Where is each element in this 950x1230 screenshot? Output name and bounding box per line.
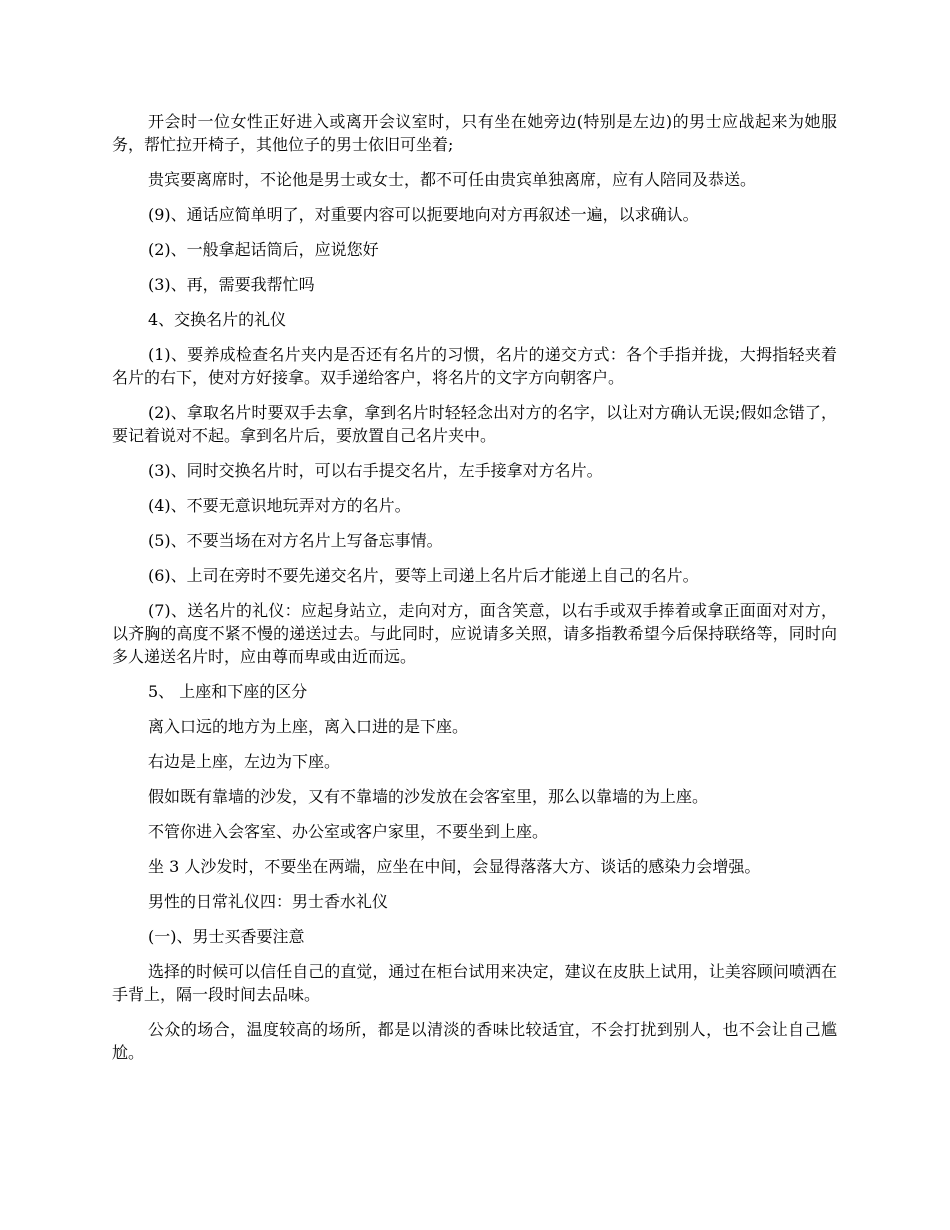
paragraph: 开会时一位女性正好进入或离开会议室时，只有坐在她旁边(特别是左边)的男士应战起来为她服务，帮忙拉开椅子，其他位子的男士依旧可坐着; bbox=[112, 112, 837, 154]
paragraph: (1)、要养成检查名片夹内是否还有名片的习惯，名片的递交方式：各个手指并拢，大拇指轻夹着名片的右下，使对方好接拿。双手递给客户，将名片的文字方向朝客户。 bbox=[112, 345, 837, 387]
section-heading: 男性的日常礼仪四：男士香水礼仪 bbox=[148, 892, 389, 911]
paragraph: (2)、一般拿起话筒后，应说您好 bbox=[148, 240, 379, 259]
paragraph: 不管你进入会客室、办公室或客户家里，不要坐到上座。 bbox=[148, 822, 549, 841]
paragraph: 公众的场合，温度较高的场所，都是以清淡的香味比较适宜，不会打扰到别人，也不会让自己尴尬。 bbox=[112, 1020, 837, 1062]
paragraph: (3)、再，需要我帮忙吗 bbox=[148, 275, 315, 294]
section-heading: 5、 上座和下座的区分 bbox=[148, 682, 308, 701]
paragraph: (5)、不要当场在对方名片上写备忘事情。 bbox=[148, 531, 443, 550]
paragraph: 贵宾要离席时，不论他是男士或女士，都不可任由贵宾单独离席，应有人陪同及恭送。 bbox=[148, 170, 757, 189]
paragraph: (3)、同时交换名片时，可以右手提交名片，左手接拿对方名片。 bbox=[148, 461, 603, 480]
paragraph: 坐 3 人沙发时，不要坐在两端，应坐在中间，会显得落落大方、谈话的感染力会增强。 bbox=[148, 857, 761, 876]
paragraph: 选择的时候可以信任自己的直觉，通过在柜台试用来决定，建议在皮肤上试用，让美容顾问喷洒在手背上，隔一段时间去品味。 bbox=[112, 962, 837, 1004]
paragraph: (4)、不要无意识地玩弄对方的名片。 bbox=[148, 496, 411, 515]
paragraph: (6)、上司在旁时不要先递交名片，要等上司递上名片后才能递上自己的名片。 bbox=[148, 566, 699, 585]
subsection-heading: (一)、男士买香要注意 bbox=[148, 927, 305, 946]
paragraph: 离入口远的地方为上座，离入口进的是下座。 bbox=[148, 717, 469, 736]
paragraph: 假如既有靠墙的沙发，又有不靠墙的沙发放在会客室里，那么以靠墙的为上座。 bbox=[148, 787, 709, 806]
paragraph: (2)、拿取名片时要双手去拿，拿到名片时轻轻念出对方的名字，以让对方确认无误;假如念错了，要记着说对不起。拿到名片后，要放置自己名片夹中。 bbox=[112, 403, 837, 445]
paragraph: (9)、通话应简单明了，对重要内容可以扼要地向对方再叙述一遍，以求确认。 bbox=[148, 205, 699, 224]
section-heading: 4、交换名片的礼仪 bbox=[148, 310, 287, 329]
document-body bbox=[112, 110, 837, 1076]
paragraph: (7)、送名片的礼仪：应起身站立，走向对方，面含笑意，以右手或双手捧着或拿正面面对对方，以齐胸的高度不紧不慢的递送过去。与此同时，应说请多关照，请多指教希望今后保持联络等，同时向多人递送名片时，应由尊而卑或由近而远。 bbox=[112, 601, 837, 666]
paragraph: 右边是上座，左边为下座。 bbox=[148, 752, 341, 771]
